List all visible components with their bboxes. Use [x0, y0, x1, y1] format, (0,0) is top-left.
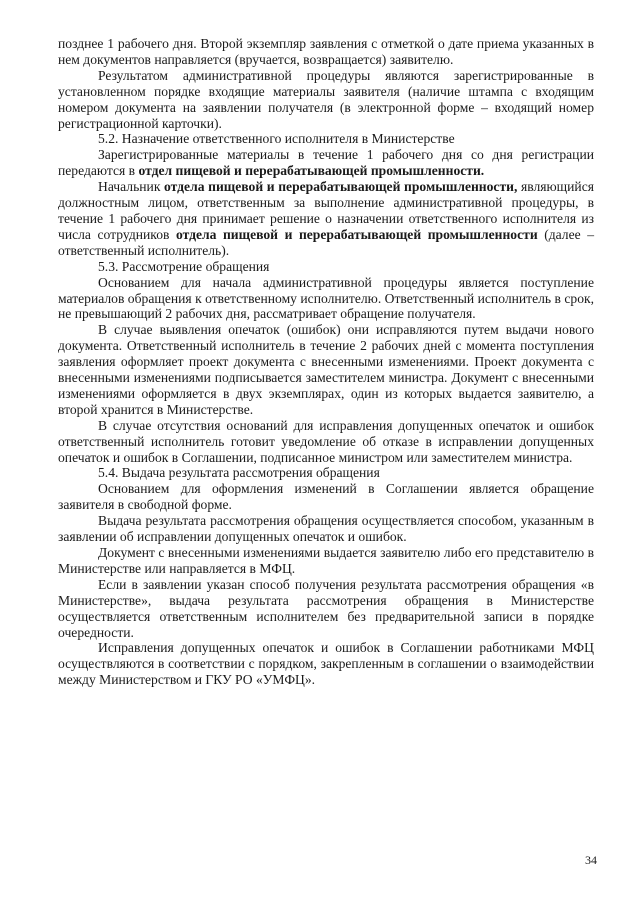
text-run: Основанием для оформления изменений в Соглашении является обращение заявителя в свободной форме. [58, 481, 594, 513]
text-run: позднее 1 рабочего дня. Второй экземпляр заявления с отметкой о дате приема указанных в нем документов направляется (вручается, возвращается) заявителю. [58, 36, 594, 67]
bold-text-run: отдела пищевой и перерабатывающей промышленности, [164, 179, 518, 195]
paragraph [58, 68, 594, 132]
paragraph [58, 545, 594, 577]
text-run: (далее – ответственный исполнитель). [58, 226, 594, 258]
paragraph [58, 481, 594, 513]
bold-text-run: отдел пищевой и перерабатывающей промышленности. [138, 163, 485, 179]
text-run: В случае отсутствия оснований для исправления допущенных опечаток и ошибок ответственный исполнитель готовит уведомление об отказе в исправлении допущенных опечаток и ошибок в Соглашении, подписанное министром или заместителем министра. [58, 417, 594, 465]
text-run: Исправления допущенных опечаток и ошибок в Соглашении работниками МФЦ осуществляются в соответствии с порядком, закрепленным в соглашении о взаимодействии между Министерством и ГКУ РО «УМФЦ». [58, 640, 594, 688]
text-run: Основанием для начала административной процедуры является поступление материалов обращения к ответственному исполнителю. Ответственный исполнитель в срок, не превышающий 2 рабочих дня, рассматривает обращение получателя. [58, 274, 594, 322]
text-run: Выдача результата рассмотрения обращения осуществляется способом, указанным в заявлении об исправлении допущенных опечаток и ошибок. [58, 513, 594, 545]
text-run: 5.3. Рассмотрение обращения [98, 258, 270, 274]
text-run: являющийся должностным лицом, ответственным за выполнение административной процедуры, в течение 1 рабочего дня принимает решение о назначении ответственного исполнителя из числа сотрудников [58, 179, 594, 242]
text-run: Если в заявлении указан способ получения результата рассмотрения обращения «в Министерстве», выдача результата рассмотрения обращения в Министерстве осуществляется ответственным исполнителем без предварительной записи в порядке очередности. [58, 576, 594, 640]
text-run: 5.4. Выдача результата рассмотрения обращения [98, 465, 380, 481]
paragraph [58, 131, 594, 147]
bold-text-run: отдела пищевой и перерабатывающей промышленности [175, 226, 538, 242]
paragraph [58, 640, 594, 688]
paragraph [58, 577, 594, 641]
text-run: Документ с внесенными изменениями выдается заявителю либо его представителю в Министерстве или направляется в МФЦ. [58, 545, 594, 576]
paragraph [58, 36, 594, 68]
text-run: Начальник [98, 179, 165, 195]
text-run: Результатом административной процедуры являются зарегистрированные в установленном порядке входящие материалы заявителя (наличие штампа с входящим номером документа на заявлении получателя (в электронной форме – входящий номер регистрационной карточки). [58, 67, 594, 131]
text-run: В случае выявления опечаток (ошибок) они исправляются путем выдачи нового документа. Ответственный исполнитель в течение 2 рабочих дней с момента поступления заявления оформляет проект документа с внесенными изменениями. Проект документа с внесенными изменениями подписывается заместителем министра. Документ с внесенными изменениями оформляется в двух экземплярах, один из которых выдается заявителю, а второй хранится в Министерстве. [58, 322, 594, 417]
paragraph [58, 513, 594, 545]
paragraph [58, 179, 594, 259]
page-number: 34 [585, 853, 597, 867]
paragraph [58, 418, 594, 466]
text-run: Зарегистрированные материалы в течение 1 рабочего дня со дня регистрации передаются в [58, 147, 594, 179]
paragraph [58, 275, 594, 323]
text-run: 5.2. Назначение ответственного исполнителя в Министерстве [98, 131, 455, 147]
paragraph [58, 322, 594, 417]
paragraph [58, 465, 594, 481]
document-body [58, 36, 594, 688]
paragraph [58, 147, 594, 179]
paragraph [58, 259, 594, 275]
